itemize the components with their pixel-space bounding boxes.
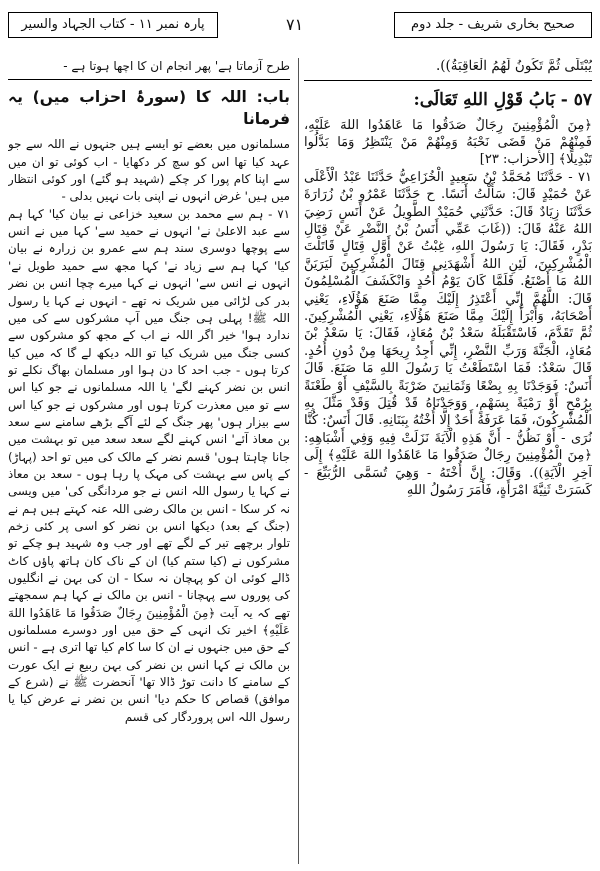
arabic-verse: ﴿مِنَ الْمُؤْمِنِينَ رِجَالٌ صَدَقُوا مَا عَاهَدُوا اللهَ عَلَيْهِ، فَمِنْهُمْ مَنْ قَضَى نَحْبَهُ وَمِنْهُمْ مَنْ يَنْتَظِرُ وَمَا بَدَّلُوا تَبْدِيلًا﴾ [الأحزاب: ٢٣] [304,117,592,168]
urdu-verse-translation: مسلمانوں میں بعضے تو ایسے ہیں جنہوں نے اللہ سے جو عہد کیا تھا اس کو سچ کر دکھایا - اب کوئی تو ان میں سے اپنا کام پورا کر چکے (شہید ہو گئے) اور کوئی انتظار میں ہیں' غرض انہوں نے اپنی بات نہیں بدلی - [8,137,290,204]
header-chapter-title: پارہ نمبر ۱۱ - کتاب الجہاد والسیر [8,12,218,38]
urdu-hadith-translation: ۷۱ - ہم سے محمد بن سعید خزاعی نے بیان کیا' کہا ہم سے عبد الاعلیٰ نے' انہوں نے حمید سے' کہا میں نے انس سے پوچھا دوسری سند ہم سے عمرو بن زرارہ نے بیان کیا' کہا ہم سے زیاد نے' کہا مجھ سے حمید طویل نے' انہوں نے انس سے' انہوں نے کہا میرے چچا انس بن نضر بدر کی لڑائی میں شریک نہ تھے - انہوں نے کہا یا رسول اللہ ﷺ! پہلی ہی جنگ میں آپ مشرکوں سے کی میں ندارد ہوا' خیر اگر اللہ نے اب کے مجھ کو مشرکوں سے کسی جنگ میں شریک کیا تو اللہ دیکھ لے گا کہ میں کیا کرتا ہوں - جب احد کا دن ہوا اور مسلمان بھاگ نکلے تو انس بن نضر کہنے لگے' یا اللہ مسلمانوں نے جو کیا اس سے تو میں معذرت کرتا ہوں اور مشرکوں نے جو کیا اس سے بیزار ہوں' پھر جنگ کے لئے آگے بڑھے سامنے سے سعد بن معاذ آئے' انس کہنے لگے سعد سعد میں تو بہشت میں جانا چاہتا ہوں' قسم نضر کے مالک کی میں تو احد (پہاڑ) کے پاس سے بہشت کی مہک پا رہا ہوں - سعد بن معاذ نے کہا یا رسول اللہ انس نے جو مردانگی کی' میں ویسی نہ کر سکا - انس بن مالک رضی اللہ عنہ کہتے ہیں ہم نے (جنگ کے بعد) دیکھا انس بن نضر کو اسی پر کئی زخم تلوار برچھے تیر کے لگے تھے اور جب وہ شہید ہو چکے تو مشرکوں نے (کیا ستم کیا) ان کے ناک کان ہاتھ پاؤں کاٹ ڈالے کوئی ان کو پہچان نہ سکا - ان کی بہن نے انگلیوں کی پوروں سے پہچانا - انس بن مالک نے کہا ہم سمجھتے تھے کہ یہ آیت ﴿مِنَ الْمُؤْمِنِينَ رِجَالٌ صَدَقُوا مَا عَاهَدُوا اللهَ عَلَيْهِ﴾ اخیر تک انہی کے حق میں اور دوسرے مسلمانوں کے حق میں جنہوں نے ان کا سا کام کیا تھا اتری ہے - انس بن مالک نے کہا انس بن نضر کی بہن ربیع نے ایک عورت کے سامنے کا دانت توڑ ڈالا تھا' آنحضرت ﷺ نے (شرع کے موافق) قصاص کا حکم دیا' انس بن نضر نے عرض کیا یا رسول اللہ اس پروردگار کی قسم [8,206,290,724]
urdu-divider [8,79,290,80]
urdu-chapter-heading: باب: اللہ کا (سورۂ احزاب میں) یہ فرمانا [8,88,290,129]
arabic-column [304,58,592,864]
arabic-hadith-text: ٧١ - حَدَّثَنَا مُحَمَّدُ بْنُ سَعِيدٍ الْخُزَاعِيُّ حَدَّثَنَا عَبْدُ الْأَعْلَى عَنْ حُمَيْدٍ قَالَ: سَأَلْتُ أَنَسًا. ح حَدَّثَنَا عَمْرُو بْنُ زُرَارَةَ حَدَّثَنَا زِيَادٌ قَالَ: حَدَّثَنِي حُمَيْدٌ الطَّوِيلُ عَنْ أَنَسٍ رَضِيَ اللهُ عَنْهُ قَالَ: ((غَابَ عَمِّي أَنَسُ بْنُ النَّضْرِ عَنْ قِتَالِ بَدْرٍ، فَقَالَ: يَا رَسُولَ اللهِ، غِبْتُ عَنْ أَوَّلِ قِتَالٍ قَاتَلْتَ الْمُشْرِكِينَ، لَئِنِ اللهُ أَشْهَدَنِي قِتَالَ الْمُشْرِكِينَ لَيَرَيَنَّ اللهُ مَا أَصْنَعُ. فَلَمَّا كَانَ يَوْمُ أُحُدٍ وَانْكَشَفَ الْمُسْلِمُونَ قَالَ: اللَّهُمَّ إِنِّي أَعْتَذِرُ إِلَيْكَ مِمَّا صَنَعَ هَؤُلَاءِ، يَعْنِي أَصْحَابَهُ، وَأَبْرَأُ إِلَيْكَ مِمَّا صَنَعَ هَؤُلَاءِ، يَعْنِي الْمُشْرِكِينَ. ثُمَّ تَقَدَّمَ، فَاسْتَقْبَلَهُ سَعْدُ بْنُ مُعَاذٍ، فَقَالَ: يَا سَعْدُ بْنَ مُعَاذٍ، الْجَنَّةَ وَرَبِّ النَّضْرِ، إِنِّي أَجِدُ رِيحَهَا مِنْ دُونِ أُحُدٍ. قَالَ سَعْدٌ: فَمَا اسْتَطَعْتُ يَا رَسُولَ اللهِ مَا صَنَعَ. قَالَ أَنَسٌ: فَوَجَدْنَا بِهِ بِضْعًا وَثَمَانِينَ ضَرْبَةً بِالسَّيْفِ أَوْ طَعْنَةً بِرُمْحٍ أَوْ رَمْيَةً بِسَهْمٍ، وَوَجَدْنَاهُ قَدْ قُتِلَ وَقَدْ مَثَّلَ بِهِ الْمُشْرِكُونَ، فَمَا عَرَفَهُ أَحَدٌ إِلَّا أُخْتُهُ بِبَنَانِهِ. قَالَ أَنَسٌ: كُنَّا نُرَى - أَوْ نَظُنُّ - أَنَّ هَذِهِ الْآيَةَ نَزَلَتْ فِيهِ وَفِي أَشْبَاهِهِ: ﴿مِنَ الْمُؤْمِنِينَ رِجَالٌ صَدَقُوا مَا عَاهَدُوا اللهَ عَلَيْهِ﴾ إِلَى آخِرِ الْآيَةِ)). وَقَالَ: إِنَّ أُخْتَهُ - وَهِيَ تُسَمَّى الرُّبَيِّعَ - كَسَرَتْ ثَنِيَّةَ امْرَأَةٍ، فَأَمَرَ رَسُولُ اللهِ [304,169,592,499]
page-number: ۷۱ [286,15,304,34]
arabic-divider [304,80,592,81]
arabic-top-line: يُبْتَلَى ثُمَّ تَكُونُ لَهُمُ الْعَاقِبَةُ)). [435,58,592,74]
urdu-column [8,58,290,864]
header-book-title: صحیح بخاری شریف - جلد دوم [394,12,592,38]
urdu-top-line: طرح آزماتا ہے' پھر انجام ان کا اچھا ہوتا ہے - [63,59,290,73]
arabic-chapter-heading: ٥٧ - بَابُ قَوْلِ اللهِ تَعَالَى: [413,89,592,110]
column-divider [298,58,299,864]
page-header [8,6,592,46]
